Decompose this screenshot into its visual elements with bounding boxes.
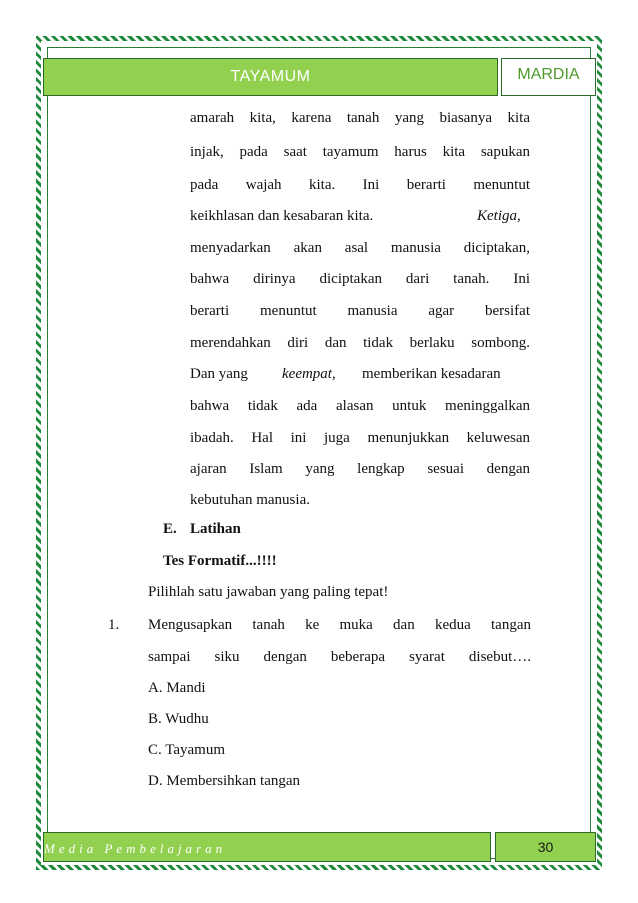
footer-bar	[43, 832, 491, 862]
text-line: injak, pada saat tayamum harus kita sapukan	[190, 144, 530, 160]
answer-option: B. Wudhu	[148, 711, 209, 727]
page-footer	[43, 832, 596, 862]
question-text: sampai siku dengan beberapa syarat disebut….	[148, 649, 531, 665]
header-author: MARDIA	[517, 66, 580, 83]
text-line: ajaran Islam yang lengkap sesuai dengan	[190, 461, 530, 477]
text-line: ibadah. Hal ini juga menunjukkan keluwesan	[190, 430, 530, 446]
section-title: Latihan	[190, 521, 241, 537]
page-number-box	[495, 832, 596, 862]
page-number: 30	[537, 839, 554, 855]
header-title: TAYAMUM	[230, 68, 311, 85]
question-number: 1.	[108, 617, 120, 633]
text-line: memberikan kesadaran	[362, 366, 501, 382]
text-line: kebutuhan manusia.	[190, 492, 310, 508]
text-line: Dan yang	[190, 366, 248, 382]
text-line: pada wajah kita. Ini berarti menuntut	[190, 177, 530, 193]
section-letter: E.	[163, 521, 177, 537]
text-line: berarti menuntut manusia agar bersifat	[190, 303, 530, 319]
answer-option: D. Membersihkan tangan	[148, 773, 301, 789]
section-subtitle: Tes Formatif...!!!!	[163, 553, 277, 569]
text-emphasis: Ketiga,	[477, 208, 521, 224]
text-line: bahwa tidak ada alasan untuk meninggalkan	[190, 398, 530, 414]
instruction-text: Pilihlah satu jawaban yang paling tepat!	[148, 584, 389, 600]
text-line: amarah kita, karena tanah yang biasanya kita	[190, 110, 530, 126]
question-text: Mengusapkan tanah ke muka dan kedua tangan	[148, 617, 531, 633]
header-bar	[43, 58, 498, 96]
text-line: merendahkan diri dan tidak berlaku sombong.	[190, 335, 530, 351]
answer-option: A. Mandi	[148, 680, 206, 696]
text-emphasis: keempat,	[282, 366, 336, 382]
header-author-box	[501, 58, 596, 96]
footer-label: Media Pembelajaran	[44, 841, 227, 856]
text-line: bahwa dirinya diciptakan dari tanah. Ini	[190, 271, 530, 287]
text-line: keikhlasan dan kesabaran kita.	[190, 208, 374, 224]
text-line: menyadarkan akan asal manusia diciptakan,	[190, 240, 530, 256]
page-header	[43, 58, 596, 96]
answer-option: C. Tayamum	[148, 742, 225, 758]
